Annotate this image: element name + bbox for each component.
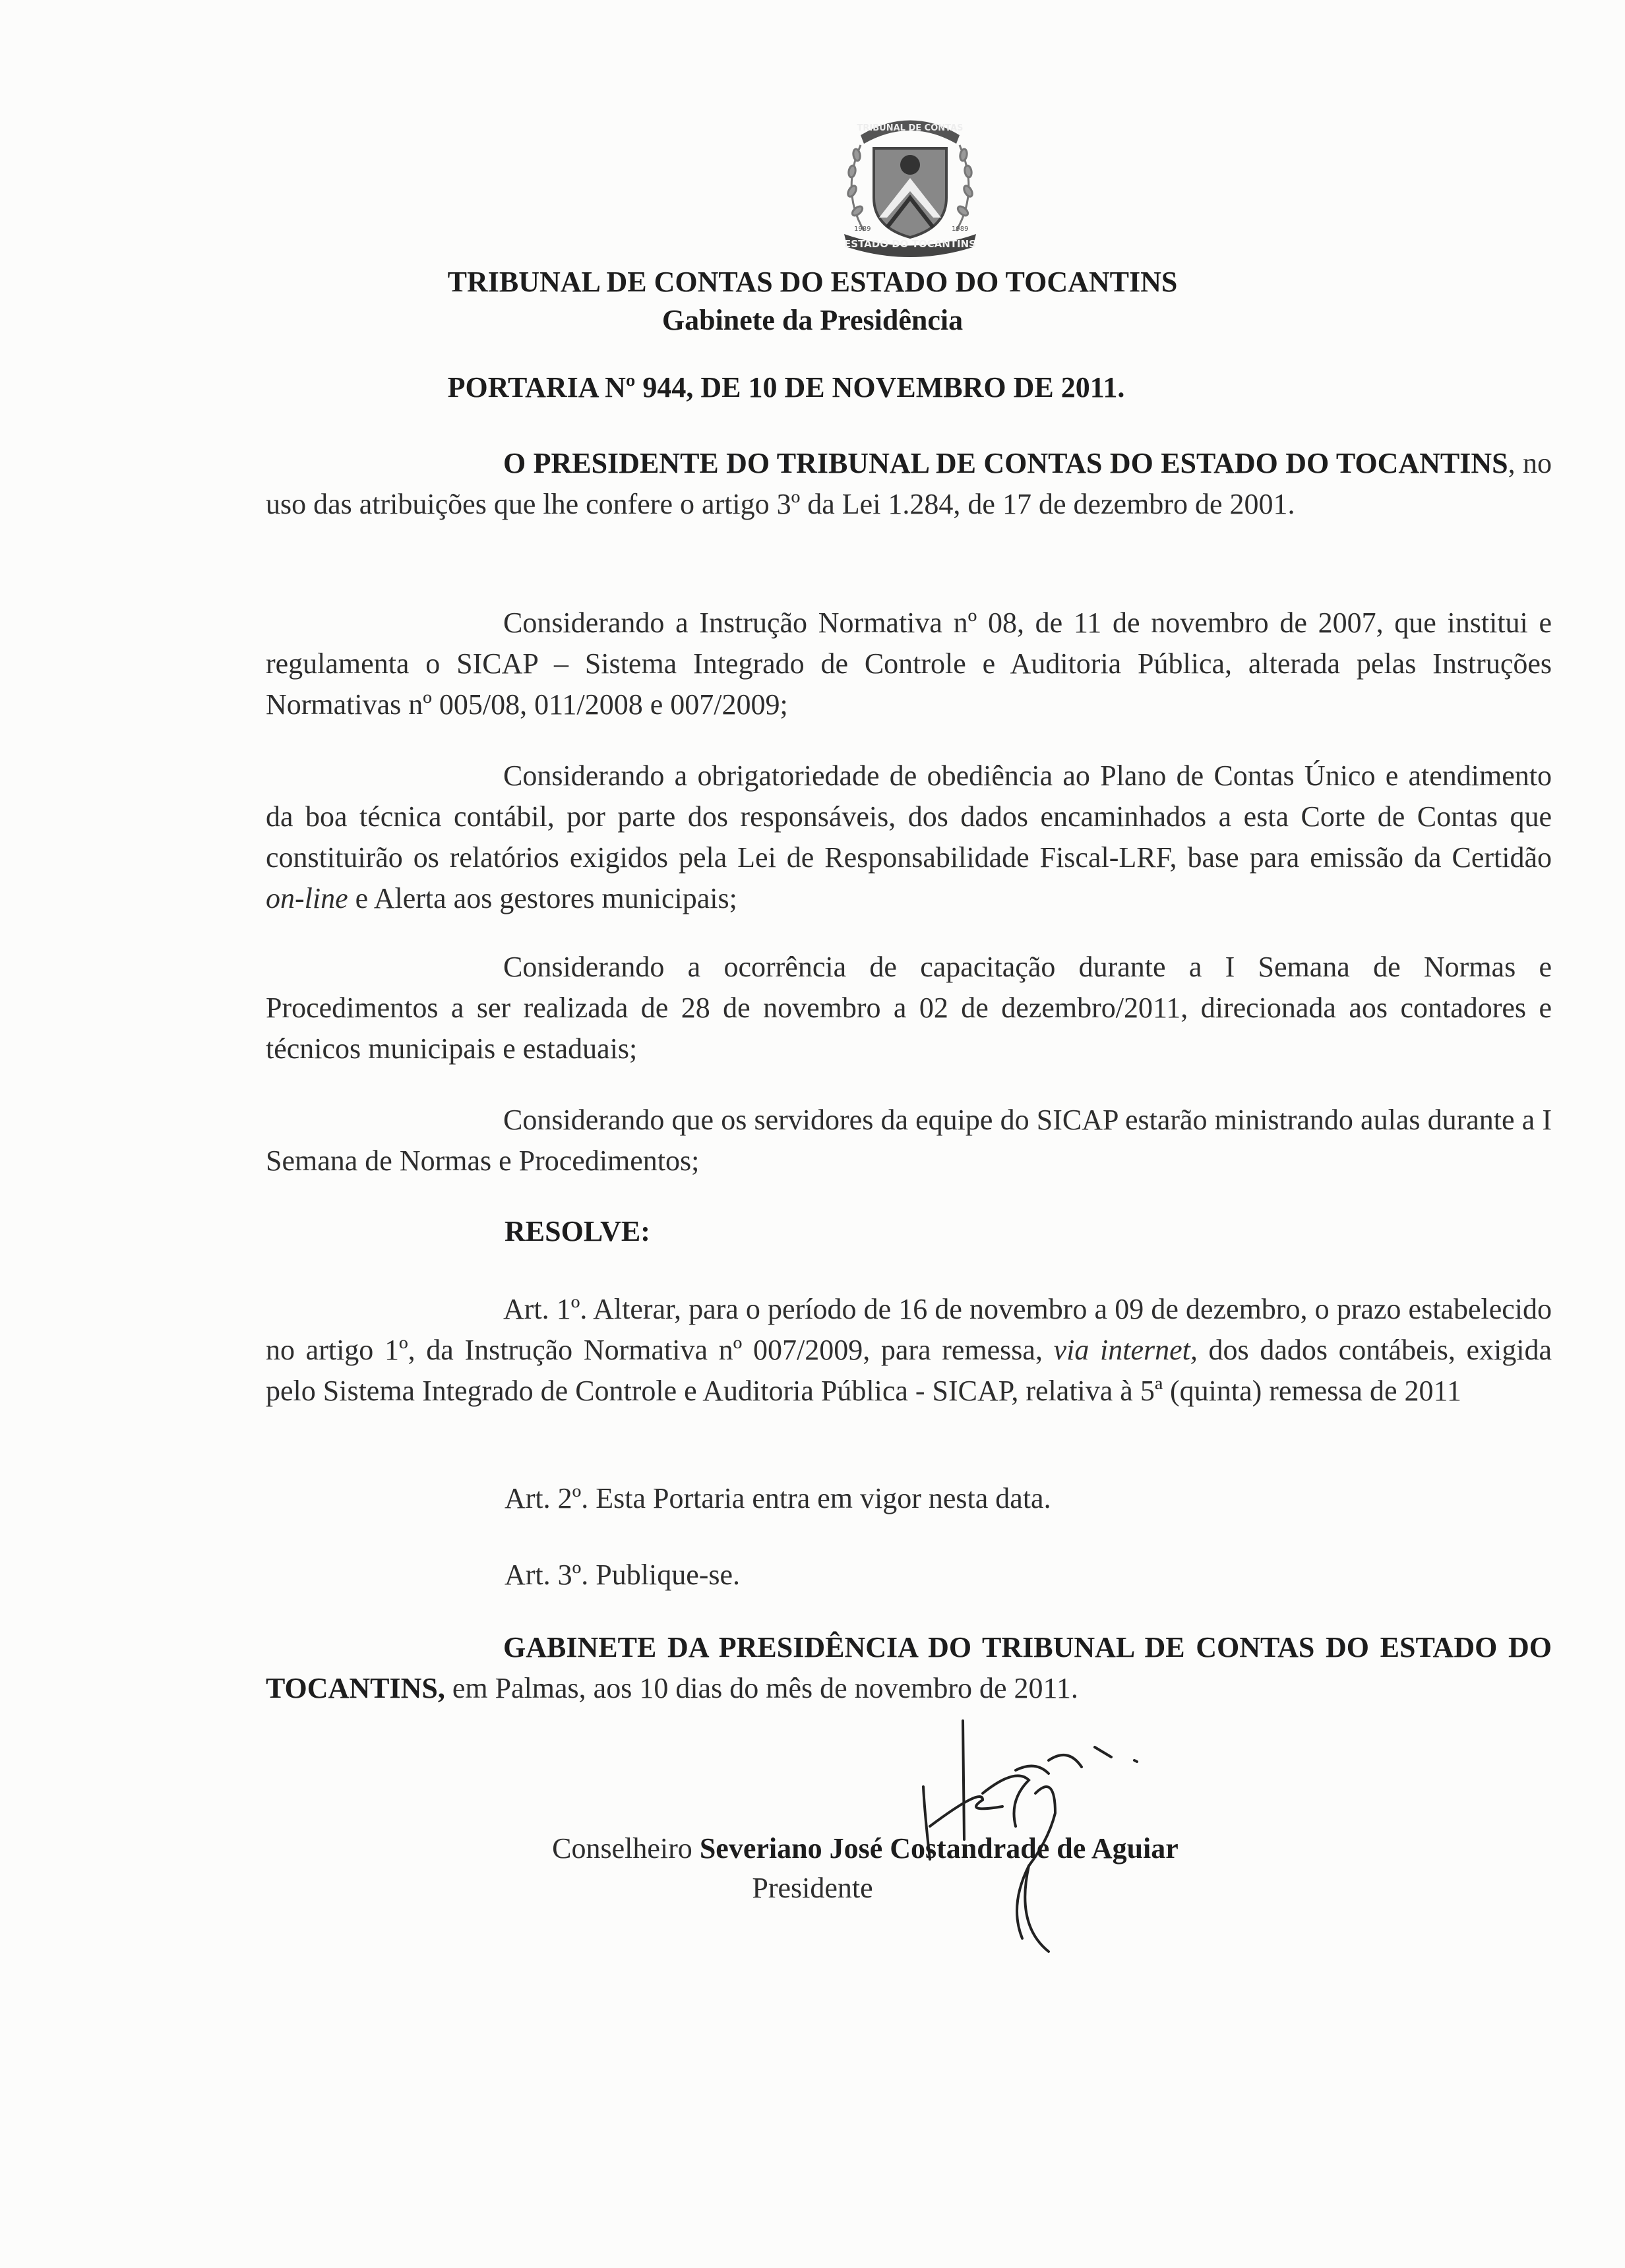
considerando-2-text: Considerando a obrigatoriedade de obediência ao Plano de Contas Único e atendimento da boa técnica contábil, por parte dos responsáveis, dos dados encaminhados a esta Corte de Contas que constituirão os relatórios exigidos pela Lei de Responsabilidade Fiscal-LRF, base para emissão da Certidão <box>266 760 1552 874</box>
considerando-1: Considerando a Instrução Normativa nº 08, de 11 de novembro de 2007, que institui e regulamenta o SICAP – Sistema Integrado de Controle e Auditoria Pública, alterada pelas Instruções Normativas nº 005/08, 011/2008 e 007/2009; <box>266 607 1552 721</box>
document-title: PORTARIA Nº 944, DE 10 DE NOVEMBRO DE 2011. <box>447 371 1125 403</box>
office-name: Gabinete da Presidência <box>661 304 964 336</box>
preamble-text: , no uso das atribuições que lhe confere o artigo 3º da Lei 1.284, de 17 de dezembro de 2001. <box>266 447 1552 520</box>
considerando-2 <box>266 756 1552 919</box>
seal-year-left: 1989 <box>854 225 871 233</box>
signatory-role: Presidente <box>752 1872 873 1904</box>
article-1-text-b: dos dados contábeis, exigida pelo Sistema Integrado de Controle e Auditoria Pública - SICAP, relativa à 5ª (quinta) remessa de 2011 <box>266 1334 1552 1407</box>
article-1 <box>266 1289 1552 1412</box>
closing-bold: GABINETE DA PRESIDÊNCIA DO TRIBUNAL DE CONTAS DO ESTADO DO TOCANTINS, <box>266 1631 1552 1704</box>
considerando-3: Considerando a ocorrência de capacitação durante a I Semana de Normas e Procedimentos a ser realizada de 28 de novembro a 02 de dezembro/2011, direcionada aos contadores e técnicos municipais e estaduais; <box>266 951 1552 1065</box>
preamble-paragraph <box>266 443 1552 525</box>
considerando-4: Considerando que os servidores da equipe do SICAP estarão ministrando aulas durante a I Semana de Normas e Procedimentos; <box>266 1104 1552 1177</box>
considerando-2-tail: e Alerta aos gestores municipais; <box>348 882 737 914</box>
closing-paragraph <box>266 1627 1552 1709</box>
article-1-italic: via internet, <box>1053 1334 1198 1366</box>
seal-year-right: 1989 <box>952 225 969 233</box>
signatory-line <box>53 1832 1625 1865</box>
closing-text: em Palmas, aos 10 dias do mês de novembro de 2011. <box>445 1672 1078 1704</box>
signatory-title: Conselheiro <box>552 1832 700 1865</box>
seal-top-text: TRIBUNAL DE CONTAS <box>857 123 964 133</box>
signatory-name: Severiano José Costandrade de Aguiar <box>699 1832 1179 1865</box>
article-1-text-a: Art. 1º. Alterar, para o período de 16 de novembro a 09 de dezembro, o prazo estabelecido no artigo 1º, da Instrução Normativa nº 007/2009, para remessa, <box>266 1293 1552 1366</box>
institution-name: TRIBUNAL DE CONTAS DO ESTADO DO TOCANTINS <box>447 266 1178 298</box>
article-2: Art. 2º. Esta Portaria entra em vigor nesta data. <box>505 1482 1051 1514</box>
considerando-2-italic: on-line <box>266 882 348 914</box>
preamble-bold: O PRESIDENTE DO TRIBUNAL DE CONTAS DO ESTADO DO TOCANTINS <box>503 447 1508 479</box>
coat-of-arms-seal <box>828 99 993 257</box>
seal-bottom-text: ESTADO DO TOCANTINS <box>844 238 976 250</box>
article-3: Art. 3º. Publique-se. <box>505 1559 741 1591</box>
resolve-heading: RESOLVE: <box>505 1215 650 1247</box>
